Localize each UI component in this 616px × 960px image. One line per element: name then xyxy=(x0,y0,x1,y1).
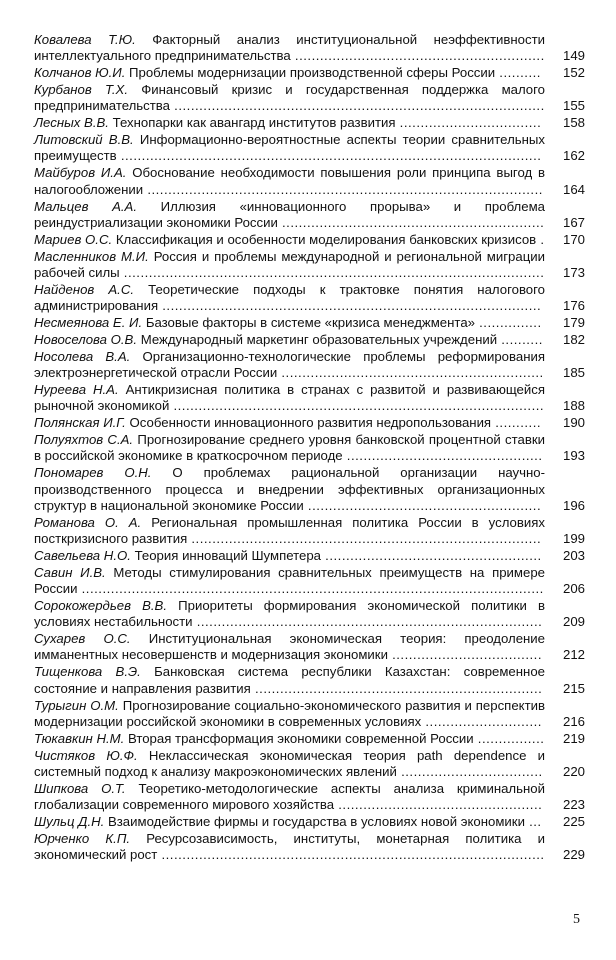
toc-entry-text xyxy=(34,315,585,331)
toc-author: Литовский В.В. xyxy=(34,132,134,148)
toc-entry-text xyxy=(34,332,585,348)
toc-entry-text xyxy=(34,382,585,415)
toc-page-number: 170 xyxy=(562,231,585,247)
toc-entry-text xyxy=(34,731,585,747)
toc-entry-text xyxy=(34,814,585,830)
toc-title: Неклассическая экономическая теория path dependence и системный подход к анализу макроэкономических явлений xyxy=(34,747,545,779)
toc-entry-text xyxy=(34,748,585,781)
toc-title: Ресурсозависимость, институты, монетарная политика и экономический рост xyxy=(34,830,546,863)
dot-leader: ..................................................................... xyxy=(250,680,543,696)
toc-entry-text xyxy=(34,698,585,731)
dot-leader: .................................... xyxy=(387,647,543,663)
toc-entry xyxy=(34,698,585,731)
toc-page-number: 162 xyxy=(562,148,585,164)
toc-page-number: 196 xyxy=(562,497,585,513)
toc-author: Носолева В.А. xyxy=(34,348,131,364)
toc-author: Пономарев О.Н. xyxy=(34,465,152,481)
toc-page-number: 220 xyxy=(562,763,585,779)
toc-page-number: 225 xyxy=(562,813,585,829)
toc-entry xyxy=(34,781,585,814)
toc-title: Технопарки как авангард институтов развития xyxy=(112,115,396,131)
toc-entry-text xyxy=(34,165,585,198)
toc-title: Россия и проблемы международной и региональной миграции рабочей силы xyxy=(34,248,545,280)
toc-author: Найденов А.С. xyxy=(34,281,135,297)
toc-entry-text xyxy=(34,65,585,81)
toc-title: Иллюзия «инновационного прорыва» и проблема реиндустриализации экономики России xyxy=(34,198,545,230)
toc-title: Информационно-вероятностные аспекты теории сравнительных преимуществ xyxy=(34,132,546,164)
toc-author: Полуяхтов С.А. xyxy=(34,432,134,448)
toc-title: Региональная промышленная политика России в условиях посткризисного развития xyxy=(34,514,545,546)
dot-leader: .................................................................................... xyxy=(187,531,542,546)
toc-author: Мариев О.С. xyxy=(34,231,113,247)
dot-leader: .......... xyxy=(497,331,543,347)
table-of-contents xyxy=(34,32,585,864)
toc-title: Антикризисная политика в странах с развитой и развивающейся рыночной экономикой xyxy=(34,381,545,414)
toc-entry-text xyxy=(34,515,585,548)
toc-page-number: 173 xyxy=(562,264,585,280)
dot-leader: ............................ xyxy=(421,713,542,729)
dot-leader: ............... xyxy=(474,314,542,330)
toc-page-number: 215 xyxy=(562,680,585,696)
toc-author: Чистяков Ю.Ф. xyxy=(34,747,138,763)
toc-entry xyxy=(34,282,585,315)
toc-author: Сорокожердьев В.В. xyxy=(34,597,168,613)
toc-entry xyxy=(34,515,585,548)
dot-leader: ... xyxy=(524,813,542,829)
toc-title: Взаимодействие фирмы и государства в условиях новой экономики xyxy=(107,813,525,829)
toc-title: Обоснование необходимости повышения роли принципа выгод в налогообложении xyxy=(34,165,545,197)
toc-page-number: 199 xyxy=(562,531,585,546)
dot-leader: .................................. xyxy=(395,115,542,131)
dot-leader: ............................................................... xyxy=(277,214,545,230)
toc-page-number: 219 xyxy=(562,730,585,746)
toc-entry xyxy=(34,115,585,131)
toc-title: Международный маркетинг образовательных учреждений xyxy=(140,331,498,347)
toc-page-number: 158 xyxy=(562,115,585,131)
toc-page-number: 185 xyxy=(562,365,585,381)
toc-page-number: 203 xyxy=(562,547,585,563)
dot-leader: ............................................................................................... xyxy=(143,181,543,197)
toc-title: Теория инноваций Шумпетера xyxy=(134,547,322,563)
toc-author: Колчанов Ю.И. xyxy=(34,65,126,81)
toc-author: Полянская И.Г. xyxy=(34,415,126,431)
toc-author: Тюкавкин Н.М. xyxy=(34,730,125,746)
toc-page-number: 164 xyxy=(562,181,585,197)
toc-title: Приоритеты формирования экономической политики в условиях нестабильности xyxy=(34,597,545,630)
toc-author: Новоселова О.В. xyxy=(34,331,138,347)
dot-leader: ........... xyxy=(491,415,542,431)
toc-entry xyxy=(34,831,585,864)
dot-leader: ......................................................................................... xyxy=(169,398,545,414)
toc-page-number: 216 xyxy=(562,713,585,729)
toc-entry xyxy=(34,32,585,65)
dot-leader: . xyxy=(536,231,545,247)
dot-leader: ............................................................................................................... xyxy=(77,581,544,597)
toc-author: Майбуров И.А. xyxy=(34,165,127,181)
dot-leader: ................................................................................... xyxy=(192,614,543,630)
toc-page-number: 212 xyxy=(562,647,585,663)
toc-title: Организационно-технологические проблемы реформирования электроэнергетической отрасли России xyxy=(34,348,545,381)
toc-author: Сухарев О.С. xyxy=(34,631,131,647)
toc-page-number: 155 xyxy=(562,98,585,114)
toc-title: Особенности инновационного развития недропользования xyxy=(129,415,492,431)
toc-title: Классификация и особенности моделирования банковских кризисов xyxy=(115,231,537,247)
toc-author: Савельева Н.О. xyxy=(34,547,131,563)
toc-entry xyxy=(34,415,585,431)
toc-entry-text xyxy=(34,115,585,131)
toc-author: Савин И.В. xyxy=(34,564,106,580)
toc-entry-text xyxy=(34,598,585,631)
toc-entry xyxy=(34,65,585,81)
toc-entry-text xyxy=(34,831,585,864)
toc-author: Юрченко К.П. xyxy=(34,830,131,846)
dot-leader: ............................................................... xyxy=(277,365,544,381)
toc-entry-text xyxy=(34,565,585,598)
dot-leader: ............................................................................................ xyxy=(157,847,545,863)
toc-entry xyxy=(34,664,585,697)
toc-author: Мальцев А.А. xyxy=(34,198,137,214)
toc-page-number: 179 xyxy=(562,314,585,330)
dot-leader: ............................................................ xyxy=(290,48,545,64)
toc-entry xyxy=(34,565,585,598)
toc-entry xyxy=(34,465,585,514)
toc-title: О проблемах рациональной организации научно-производственного процесса и внедрении эффективных организационных структур в национальной экономике России xyxy=(34,465,546,513)
toc-author: Курбанов Т.Х. xyxy=(34,82,128,98)
toc-author: Нуреева Н.А. xyxy=(34,381,119,397)
toc-entry-text xyxy=(34,132,585,165)
toc-page-number: 149 xyxy=(562,48,585,64)
toc-entry-text xyxy=(34,349,585,382)
toc-author: Романова О. А. xyxy=(34,514,142,530)
dot-leader: ......................................................................................... xyxy=(170,98,545,114)
toc-entry-text xyxy=(34,415,585,431)
toc-title: Теоретико-методологические аспекты анализа криминальной глобализации современного мирового хозяйства xyxy=(34,780,545,813)
toc-entry xyxy=(34,132,585,165)
toc-entry-text xyxy=(34,282,585,315)
toc-entry xyxy=(34,748,585,781)
toc-title: Институциональная экономическая теория: преодоление имманентных несовершенств и модернизация экономики xyxy=(34,631,546,663)
toc-author: Лесных В.В. xyxy=(34,115,109,131)
toc-page-number: 206 xyxy=(562,581,585,597)
toc-title: Методы стимулирования сравнительных преимуществ на примере России xyxy=(34,564,545,597)
toc-entry-text xyxy=(34,249,585,282)
toc-entry xyxy=(34,165,585,198)
toc-page-number: 229 xyxy=(562,847,585,863)
dot-leader: ..................................................................................................... xyxy=(116,148,542,164)
toc-page-number: 176 xyxy=(562,298,585,314)
toc-author: Тищенкова В.Э. xyxy=(34,664,141,680)
toc-entry-text xyxy=(34,82,585,115)
dot-leader: ........................................................ xyxy=(303,497,542,513)
toc-page-number: 188 xyxy=(562,398,585,414)
toc-author: Шульц Д.Н. xyxy=(34,813,105,829)
toc-author: Несмеянова Е. И. xyxy=(34,314,143,330)
toc-author: Шипкова О.Т. xyxy=(34,780,126,796)
toc-title: Финансовый кризис и государственная поддержка малого предпринимательства xyxy=(34,82,545,114)
toc-title: Базовые факторы в системе «кризиса менеджмента» xyxy=(145,314,475,330)
toc-title: Факторный анализ институциональной неэффективности интеллектуального предпринимательства xyxy=(34,32,545,64)
dot-leader: .......... xyxy=(495,65,541,81)
toc-page-number: 223 xyxy=(562,797,585,813)
toc-entry-text xyxy=(34,781,585,814)
toc-entry xyxy=(34,548,585,564)
toc-title: Прогнозирование социально-экономического развития и перспектив модернизации российской экономики в современных условиях xyxy=(34,697,545,729)
toc-page-number: 167 xyxy=(562,214,585,230)
toc-entry xyxy=(34,232,585,248)
dot-leader: ............................................... xyxy=(342,448,543,464)
toc-entry-text xyxy=(34,199,585,232)
dot-leader: .................................................... xyxy=(321,547,542,563)
toc-author: Ковалева Т.Ю. xyxy=(34,32,136,47)
toc-entry-text xyxy=(34,32,585,65)
toc-title: Вторая трансформация экономики современной России xyxy=(127,730,474,746)
toc-entry xyxy=(34,349,585,382)
toc-entry xyxy=(34,598,585,631)
dot-leader: ................................................. xyxy=(334,797,543,813)
toc-entry xyxy=(34,731,585,747)
toc-author: Турыгин О.М. xyxy=(34,697,119,713)
toc-entry xyxy=(34,82,585,115)
toc-entry-text xyxy=(34,548,585,564)
toc-title: Банковская система республики Казахстан: современное состояние и направления развития xyxy=(34,664,546,696)
toc-entry-text xyxy=(34,664,585,697)
toc-title: Прогнозирование среднего уровня банковской процентной ставки в российской экономике в краткосрочном периоде xyxy=(34,432,545,464)
toc-entry-text xyxy=(34,631,585,664)
toc-page-number: 193 xyxy=(562,448,585,464)
toc-entry-text xyxy=(34,232,585,248)
dot-leader: ........................................................................................... xyxy=(158,298,542,314)
dot-leader: ................ xyxy=(473,730,545,746)
toc-author: Масленников М.И. xyxy=(34,248,149,264)
toc-entry xyxy=(34,631,585,664)
toc-title: Теоретические подходы к трактовке понятия налогового администрирования xyxy=(34,281,545,314)
toc-entry xyxy=(34,432,585,465)
toc-entry xyxy=(34,382,585,415)
page-number: 5 xyxy=(573,912,580,927)
dot-leader: ..................................................................................................... xyxy=(119,264,545,280)
toc-entry-text xyxy=(34,432,585,465)
toc-page-number: 209 xyxy=(562,614,585,630)
toc-page-number: 152 xyxy=(562,65,585,81)
toc-page-number: 190 xyxy=(562,415,585,431)
toc-entry xyxy=(34,814,585,830)
toc-page-number: 182 xyxy=(562,331,585,347)
toc-entry xyxy=(34,332,585,348)
toc-title: Проблемы модернизации производственной сферы России xyxy=(129,65,496,81)
dot-leader: .................................. xyxy=(396,763,543,779)
toc-entry-text xyxy=(34,465,585,514)
toc-entry xyxy=(34,249,585,282)
toc-entry xyxy=(34,199,585,232)
toc-entry xyxy=(34,315,585,331)
